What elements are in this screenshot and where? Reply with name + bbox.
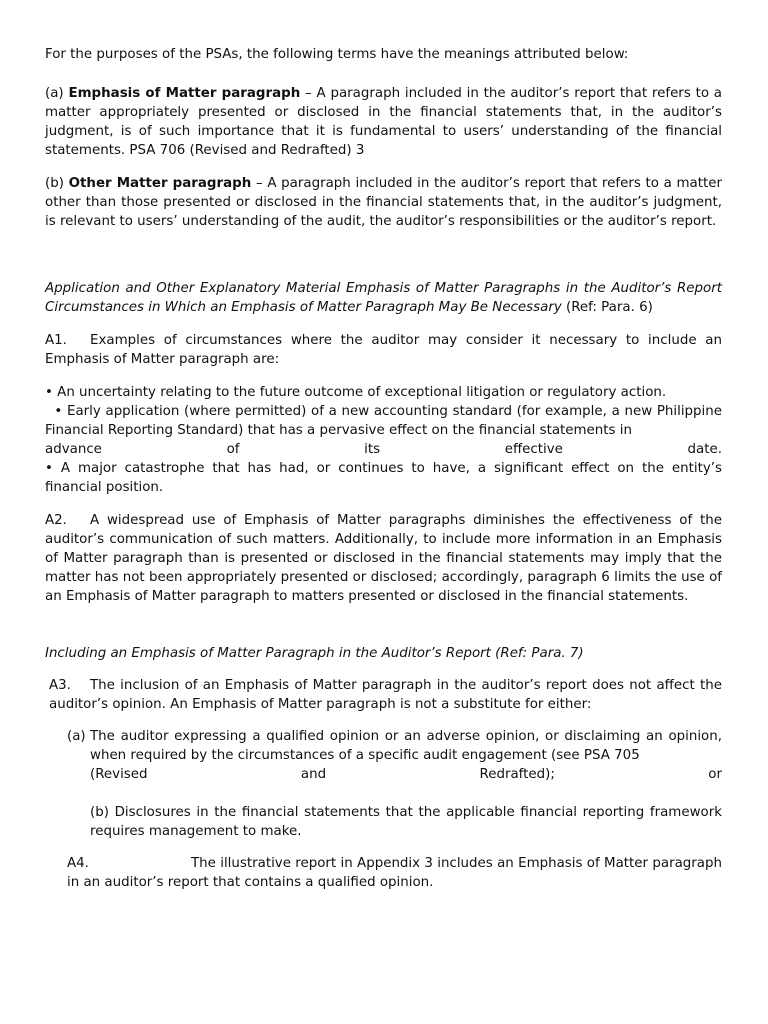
definition-emphasis-of-matter (45, 84, 722, 160)
bullet-item-continuation: advance of its effective date. (45, 442, 722, 457)
definition-other-matter (45, 174, 722, 231)
definition-text: – A paragraph included in the auditor’s report that refers to a matter other than those presented or disclosed in the financial statements that, in the auditor’s judgment, is relevant to users’ understanding of the audit, the auditor’s responsibilities or the auditor’s report. (45, 176, 723, 229)
list-item-b: (b) Disclosures in the financial statements that the applicable financial reporting framework requires management to make. (90, 805, 722, 839)
bullet-item: • An uncertainty relating to the future outcome of exceptional litigation or regulatory action. (45, 385, 667, 400)
list-item-a (67, 727, 722, 765)
definition-term: Emphasis of Matter paragraph (68, 86, 301, 101)
bullet-item: • Early application (where permitted) of a new accounting standard (for example, a new Philippine Financial Reporting Standard) that has a pervasive effect on the financial statements in (45, 404, 727, 438)
document-page (45, 45, 727, 892)
definition-term: Other Matter paragraph (68, 176, 252, 191)
definition-text: – A paragraph included in the auditor’s report that refers to a matter appropriately presented or disclosed in the financial statements that, in the auditor’s judgment, is of such importance that it is fundamental to users’ understanding of the financial statements. PSA 706 (Revised and Redrafted) 3 (45, 86, 722, 158)
paragraph-label: A4. (67, 856, 89, 871)
paragraph-a2 (45, 511, 722, 606)
paragraph-text: A widespread use of Emphasis of Matter paragraphs diminishes the effectiveness of the auditor’s communication of such matters. Additionally, to include more information in an Emphasis of Matter paragraph than is presented or disclosed in the financial statements may imply that the matter has not been appropriately presented or disclosed; accordingly, paragraph 6 limits the use of an Emphasis of Matter paragraph to matters presented or disclosed in the financial statements. (45, 513, 722, 604)
paragraph-label: A2. (45, 513, 67, 528)
section-heading-application (45, 279, 722, 317)
list-item-a-continuation: (Revised and Redrafted); or (90, 767, 722, 782)
section-heading-text: Application and Other Explanatory Material Emphasis of Matter Paragraphs in the Auditor’s Report Circumstances in Which an Emphasis of Matter Paragraph May Be Necessary (45, 281, 722, 315)
paragraph-label: A3. (49, 678, 71, 693)
section-heading-ref: (Ref: Para. 6) (561, 300, 653, 315)
section-heading-including: Including an Emphasis of Matter Paragraph in the Auditor’s Report (Ref: Para. 7) (45, 646, 584, 661)
bullet-item: • A major catastrophe that has had, or continues to have, a significant effect on the entity’s financial position. (45, 461, 722, 495)
paragraph-a4 (67, 854, 722, 892)
definition-marker: (b) (45, 176, 69, 191)
paragraph-text: Examples of circumstances where the auditor may consider it necessary to include an Emphasis of Matter paragraph are: (45, 333, 722, 367)
paragraph-text: The illustrative report in Appendix 3 includes an Emphasis of Matter paragraph in an auditor’s report that contains a qualified opinion. (67, 856, 722, 890)
list-marker: (a) (67, 729, 86, 744)
paragraph-label: A1. (45, 333, 67, 348)
paragraph-a3 (45, 676, 722, 714)
list-text: The auditor expressing a qualified opinion or an adverse opinion, or disclaiming an opinion, when required by the circumstances of a specific audit engagement (see PSA 705 (90, 729, 722, 763)
paragraph-a1 (45, 331, 722, 369)
paragraph-text: The inclusion of an Emphasis of Matter paragraph in the auditor’s report does not affect the auditor’s opinion. An Emphasis of Matter paragraph is not a substitute for either: (49, 678, 722, 712)
bullet-list (45, 383, 727, 497)
definition-marker: (a) (45, 86, 69, 101)
a3-sub-list (67, 727, 722, 841)
intro-paragraph: For the purposes of the PSAs, the following terms have the meanings attributed below: (45, 47, 629, 62)
